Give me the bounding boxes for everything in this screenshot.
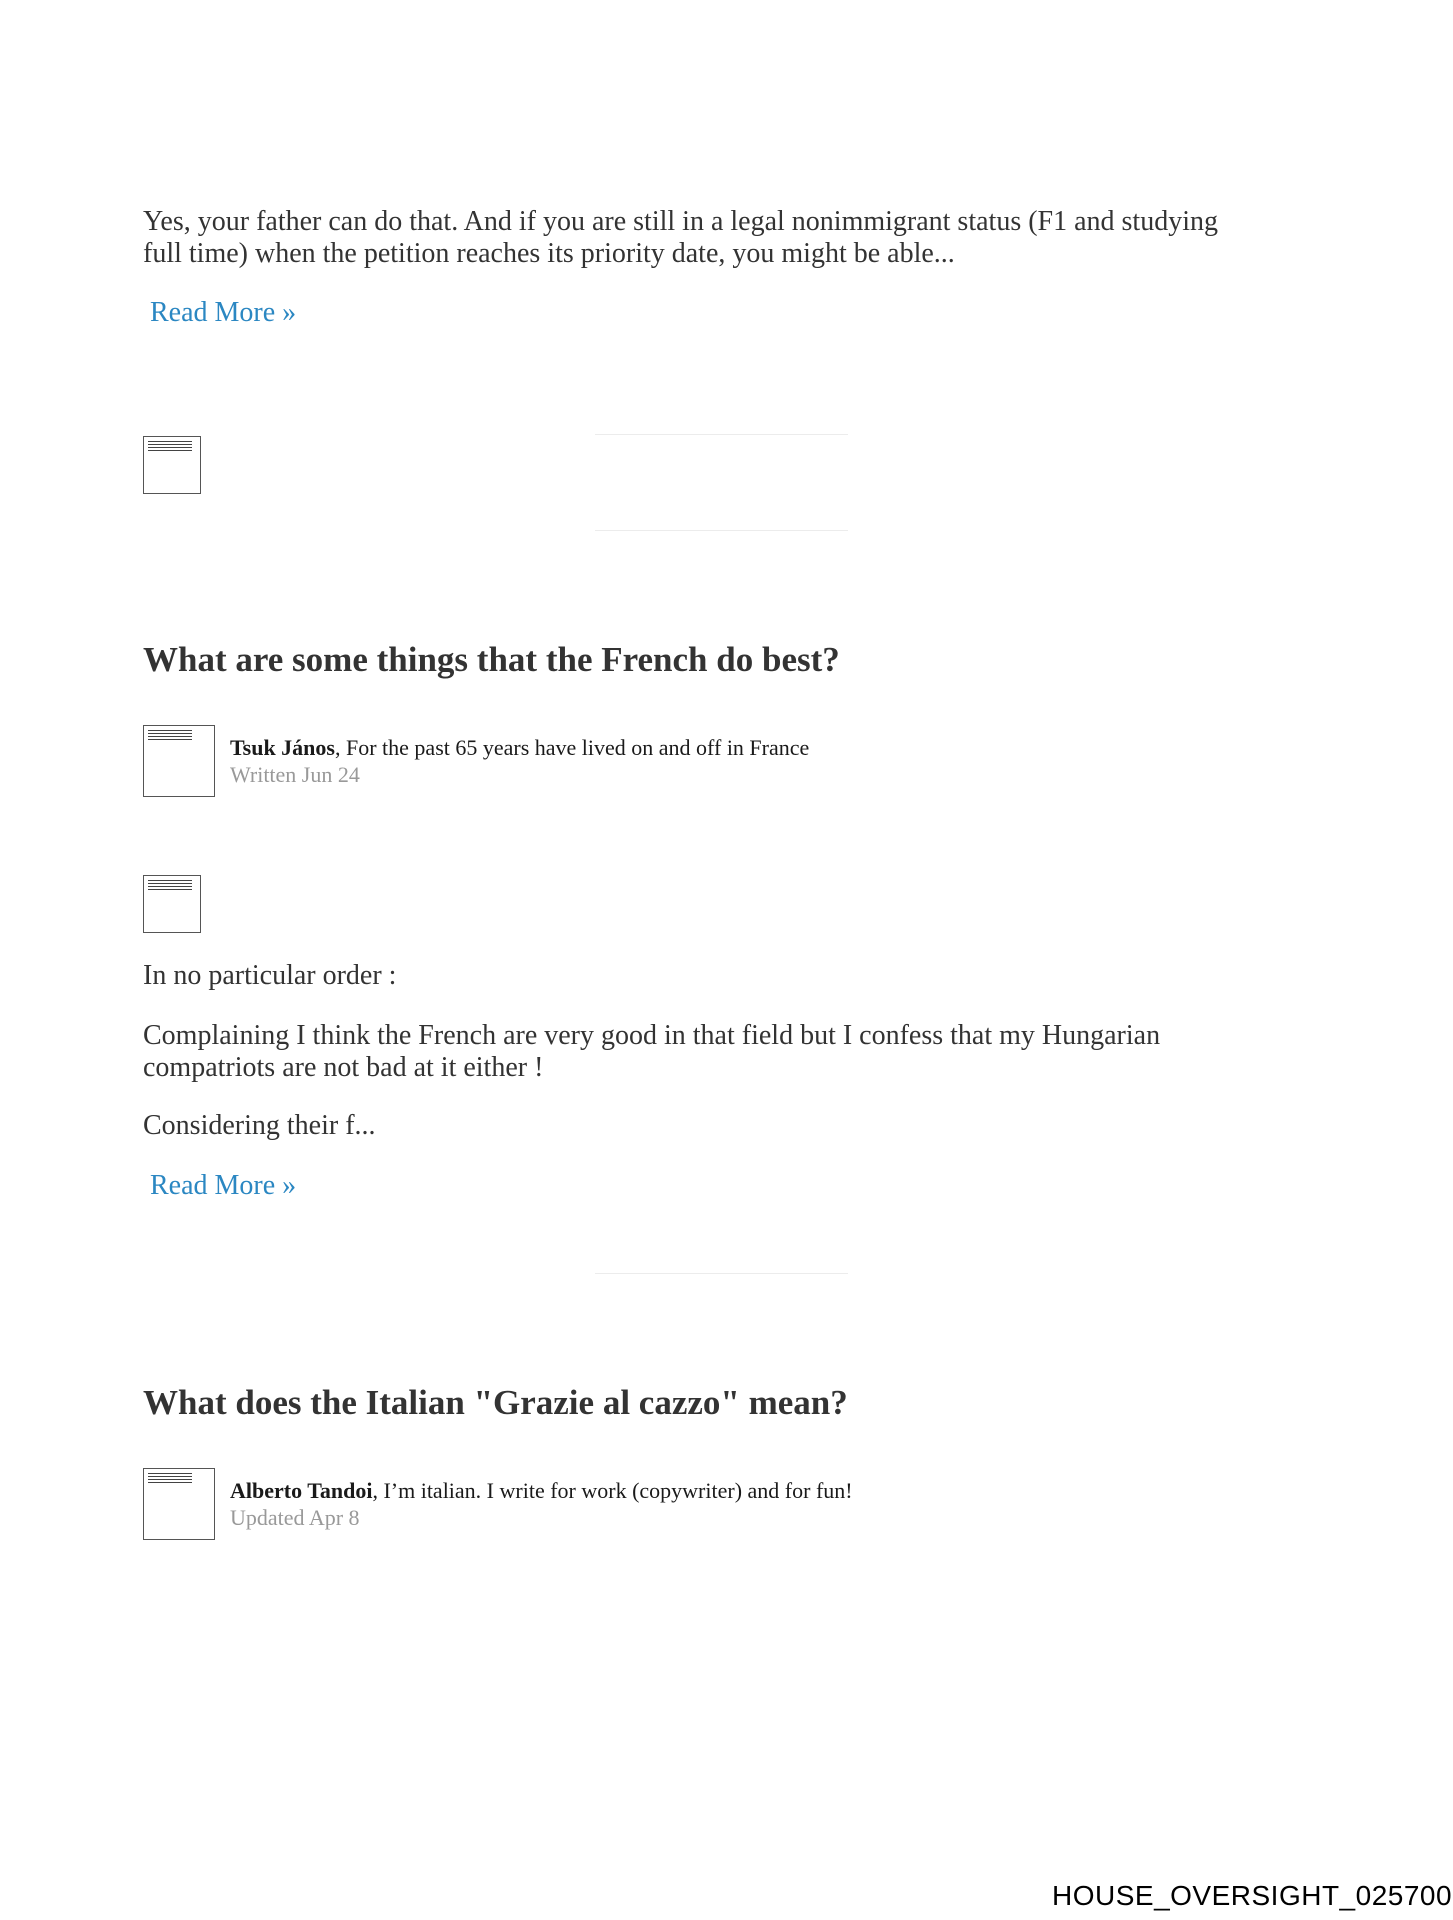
divider [595,1273,848,1274]
answer-text-line: full time) when the petition reaches its priority date, you might be able... [143,238,955,269]
answer-paragraph: Considering their f... [143,1110,376,1141]
answer-text-line: Yes, your father can do that. And if you are still in a legal nonimmigrant status (F1 and studying [143,206,1218,237]
broken-image-icon [143,875,201,933]
read-more-link[interactable]: Read More » [150,297,297,328]
author-credential [230,1478,853,1504]
image-alt-text-icon [148,1473,192,1485]
answer-excerpt [143,206,1343,270]
answer-text-line: Complaining I think the French are very good in that field but I confess that my Hungarian [143,1020,1161,1051]
answer-body [143,1110,1343,1142]
read-more-link[interactable]: Read More » [150,1170,297,1201]
answer-paragraph: In no particular order : [143,960,397,991]
author-avatar[interactable] [143,725,215,797]
broken-image-icon [143,436,201,494]
answer-body [143,1020,1343,1084]
divider [595,530,848,531]
author-name[interactable]: Tsuk János [230,735,335,760]
author-name[interactable]: Alberto Tandoi [230,1478,373,1503]
question-title[interactable]: What are some things that the French do best? [143,640,840,679]
image-alt-text-icon [148,441,192,453]
bates-number: HOUSE_OVERSIGHT_025700 [1052,1880,1453,1911]
author-avatar[interactable] [143,1468,215,1540]
divider [595,434,848,435]
author-bio: , For the past 65 years have lived on and off in France [334,735,810,760]
answer-text-line: compatriots are not bad at it either ! [143,1052,544,1083]
answer-date[interactable]: Updated Apr 8 [230,1505,360,1530]
image-alt-text-icon [148,880,192,892]
answer-body [143,960,1343,992]
author-bio: , I’m italian. I write for work (copywriter) and for fun! [372,1478,853,1503]
question-title[interactable]: What does the Italian "Grazie al cazzo" mean? [143,1383,848,1422]
answer-date[interactable]: Written Jun 24 [230,762,360,787]
image-alt-text-icon [148,730,192,742]
author-credential [230,735,809,761]
